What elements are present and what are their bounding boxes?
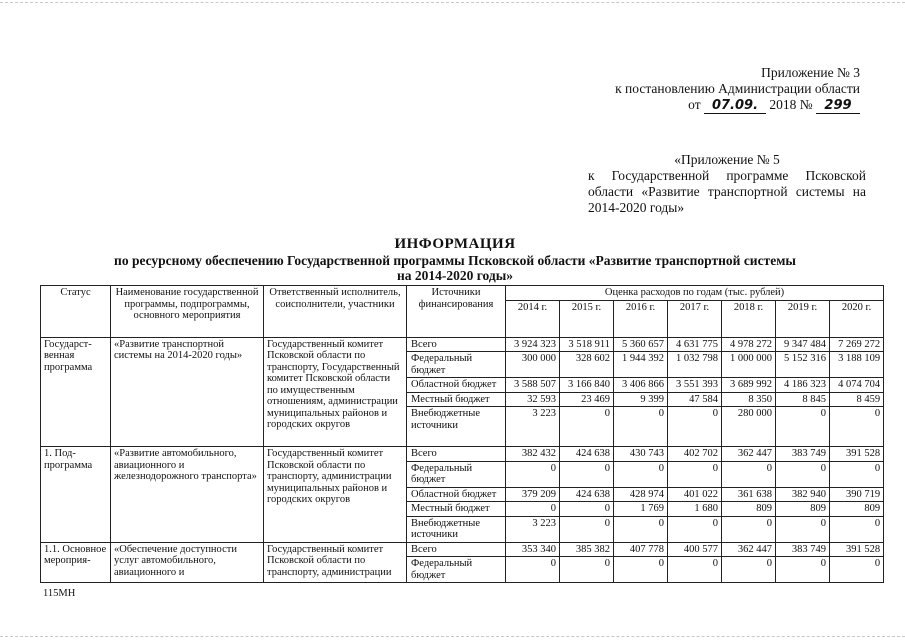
appendix-3-header <box>585 65 860 114</box>
amount-cell: 400 577 <box>668 542 722 557</box>
amount-cell: 23 469 <box>560 392 614 407</box>
appendix-3-date-line <box>585 97 860 114</box>
amount-cell: 809 <box>776 502 830 517</box>
appendix-5-header <box>588 152 866 216</box>
amount-cell: 0 <box>614 557 668 583</box>
amount-cell: 0 <box>614 461 668 487</box>
amount-cell: 8 845 <box>776 392 830 407</box>
amount-cell: 3 223 <box>506 407 560 447</box>
amount-cell: 3 518 911 <box>560 337 614 352</box>
table-body <box>41 337 884 583</box>
amount-cell: 0 <box>668 407 722 447</box>
block-status: Государст-венная программа <box>41 337 111 447</box>
amount-cell: 383 749 <box>776 447 830 462</box>
amount-cell: 47 584 <box>668 392 722 407</box>
title-line-2: по ресурсному обеспечению Государственной программы Псковской области «Развитие транспортной системы <box>114 253 796 268</box>
amount-cell: 0 <box>776 557 830 583</box>
header-year: 2017 г. <box>668 300 722 337</box>
handwritten-date: 07.09. <box>704 99 766 114</box>
appendix-5-title: «Приложение № 5 <box>674 152 780 167</box>
scan-edge-bottom <box>0 636 905 637</box>
amount-cell: 391 528 <box>830 542 884 557</box>
amount-cell: 3 689 992 <box>722 378 776 393</box>
amount-cell: 0 <box>776 516 830 542</box>
amount-cell: 328 602 <box>560 352 614 378</box>
amount-cell: 402 702 <box>668 447 722 462</box>
header-year: 2018 г. <box>722 300 776 337</box>
header-year: 2019 г. <box>776 300 830 337</box>
amount-cell: 0 <box>560 516 614 542</box>
funding-source: Областной бюджет <box>407 378 506 393</box>
amount-cell: 379 209 <box>506 487 560 502</box>
amount-cell: 0 <box>722 516 776 542</box>
amount-cell: 7 269 272 <box>830 337 884 352</box>
block-name: «Развитие транспортной системы на 2014-2020 годы» <box>111 337 264 447</box>
amount-cell: 3 551 393 <box>668 378 722 393</box>
amount-cell: 391 528 <box>830 447 884 462</box>
block-name: «Обеспечение доступности услуг автомобильного, авиационного и <box>111 542 264 583</box>
amount-cell: 8 459 <box>830 392 884 407</box>
amount-cell: 32 593 <box>506 392 560 407</box>
amount-cell: 809 <box>722 502 776 517</box>
header-year: 2020 г. <box>830 300 884 337</box>
amount-cell: 4 978 272 <box>722 337 776 352</box>
amount-cell: 0 <box>506 461 560 487</box>
amount-cell: 382 940 <box>776 487 830 502</box>
amount-cell: 3 924 323 <box>506 337 560 352</box>
amount-cell: 9 347 484 <box>776 337 830 352</box>
amount-cell: 362 447 <box>722 542 776 557</box>
funding-source: Местный бюджет <box>407 392 506 407</box>
funding-source: Внебюджетные источники <box>407 516 506 542</box>
amount-cell: 428 974 <box>614 487 668 502</box>
funding-source: Областной бюджет <box>407 487 506 502</box>
amount-cell: 1 769 <box>614 502 668 517</box>
block-name: «Развитие автомобильного, авиационного и железнодорожного транспорта» <box>111 447 264 543</box>
amount-cell: 0 <box>614 407 668 447</box>
amount-cell: 0 <box>560 461 614 487</box>
amount-cell: 5 152 316 <box>776 352 830 378</box>
amount-cell: 1 944 392 <box>614 352 668 378</box>
table-row <box>41 542 884 557</box>
amount-cell: 9 399 <box>614 392 668 407</box>
header-sources: Источники финансирования <box>407 286 506 338</box>
funding-source: Федеральный бюджет <box>407 557 506 583</box>
title-main: ИНФОРМАЦИЯ <box>394 236 516 252</box>
header-status: Статус <box>41 286 111 338</box>
amount-cell: 3 223 <box>506 516 560 542</box>
amount-cell: 0 <box>830 557 884 583</box>
amount-cell: 0 <box>560 407 614 447</box>
amount-cell: 385 382 <box>560 542 614 557</box>
amount-cell: 0 <box>830 461 884 487</box>
amount-cell: 0 <box>668 516 722 542</box>
table-header-row <box>41 286 884 301</box>
appendix-3-title: Приложение № 3 <box>761 65 860 80</box>
funding-source: Местный бюджет <box>407 502 506 517</box>
amount-cell: 0 <box>560 557 614 583</box>
amount-cell: 3 406 866 <box>614 378 668 393</box>
amount-cell: 430 743 <box>614 447 668 462</box>
block-responsible: Государственный комитет Псковской области по транспорту, Государственный комитет Псковской области по имущественным отношениям, администрации муниципальных районов и городских округов <box>264 337 407 447</box>
header-year: 2016 г. <box>614 300 668 337</box>
amount-cell: 0 <box>614 516 668 542</box>
amount-cell: 3 588 507 <box>506 378 560 393</box>
amount-cell: 0 <box>722 461 776 487</box>
amount-cell: 1 032 798 <box>668 352 722 378</box>
funding-source: Внебюджетные источники <box>407 407 506 447</box>
amount-cell: 0 <box>668 461 722 487</box>
funding-source: Федеральный бюджет <box>407 352 506 378</box>
amount-cell: 401 022 <box>668 487 722 502</box>
header-name: Наименование государственной программы, подпрограммы, основного мероприятия <box>111 286 264 338</box>
amount-cell: 0 <box>830 407 884 447</box>
amount-cell: 0 <box>830 516 884 542</box>
title-line-3: на 2014-2020 годы» <box>396 268 514 283</box>
amount-cell: 361 638 <box>722 487 776 502</box>
amount-cell: 353 340 <box>506 542 560 557</box>
funding-source: Всего <box>407 447 506 462</box>
amount-cell: 0 <box>560 502 614 517</box>
amount-cell: 407 778 <box>614 542 668 557</box>
block-status: 1.1. Основное мероприя- <box>41 542 111 583</box>
amount-cell: 424 638 <box>560 447 614 462</box>
resource-table <box>40 285 884 583</box>
amount-cell: 4 186 323 <box>776 378 830 393</box>
header-year: 2014 г. <box>506 300 560 337</box>
amount-cell: 3 188 109 <box>830 352 884 378</box>
amount-cell: 0 <box>776 461 830 487</box>
amount-cell: 383 749 <box>776 542 830 557</box>
funding-source: Федеральный бюджет <box>407 461 506 487</box>
amount-cell: 1 000 000 <box>722 352 776 378</box>
document-code: 115МН <box>43 588 76 599</box>
amount-cell: 300 000 <box>506 352 560 378</box>
appendix-3-year: 2018 № <box>769 97 813 112</box>
amount-cell: 382 432 <box>506 447 560 462</box>
amount-cell: 8 350 <box>722 392 776 407</box>
funding-source: Всего <box>407 542 506 557</box>
funding-source: Всего <box>407 337 506 352</box>
handwritten-number: 299 <box>816 99 860 114</box>
block-responsible: Государственный комитет Псковской области по транспорту, администрации муниципальных районов и городских округов <box>264 447 407 543</box>
amount-cell: 424 638 <box>560 487 614 502</box>
table-row <box>41 337 884 352</box>
block-status: 1. Под-программа <box>41 447 111 543</box>
scan-edge-top <box>0 2 905 3</box>
appendix-3-decree: к постановлению Администрации области <box>615 81 860 96</box>
amount-cell: 809 <box>830 502 884 517</box>
header-estimate: Оценка расходов по годам (тыс. рублей) <box>506 286 884 301</box>
amount-cell: 4 631 775 <box>668 337 722 352</box>
header-year: 2015 г. <box>560 300 614 337</box>
amount-cell: 0 <box>506 557 560 583</box>
amount-cell: 1 680 <box>668 502 722 517</box>
amount-cell: 390 719 <box>830 487 884 502</box>
amount-cell: 0 <box>668 557 722 583</box>
amount-cell: 4 074 704 <box>830 378 884 393</box>
block-responsible: Государственный комитет Псковской области по транспорту, администрации <box>264 542 407 583</box>
amount-cell: 280 000 <box>722 407 776 447</box>
amount-cell: 0 <box>776 407 830 447</box>
document-title <box>40 236 870 283</box>
amount-cell: 5 360 657 <box>614 337 668 352</box>
amount-cell: 0 <box>722 557 776 583</box>
amount-cell: 3 166 840 <box>560 378 614 393</box>
header-responsible: Ответственный исполнитель, соисполнители, участники <box>264 286 407 338</box>
table-row <box>41 447 884 462</box>
appendix-3-from: от <box>688 97 701 112</box>
amount-cell: 0 <box>506 502 560 517</box>
amount-cell: 362 447 <box>722 447 776 462</box>
appendix-5-text: к Государственной программе Псковской области «Развитие транспортной системы на 2014-2020 годы» <box>588 168 866 215</box>
